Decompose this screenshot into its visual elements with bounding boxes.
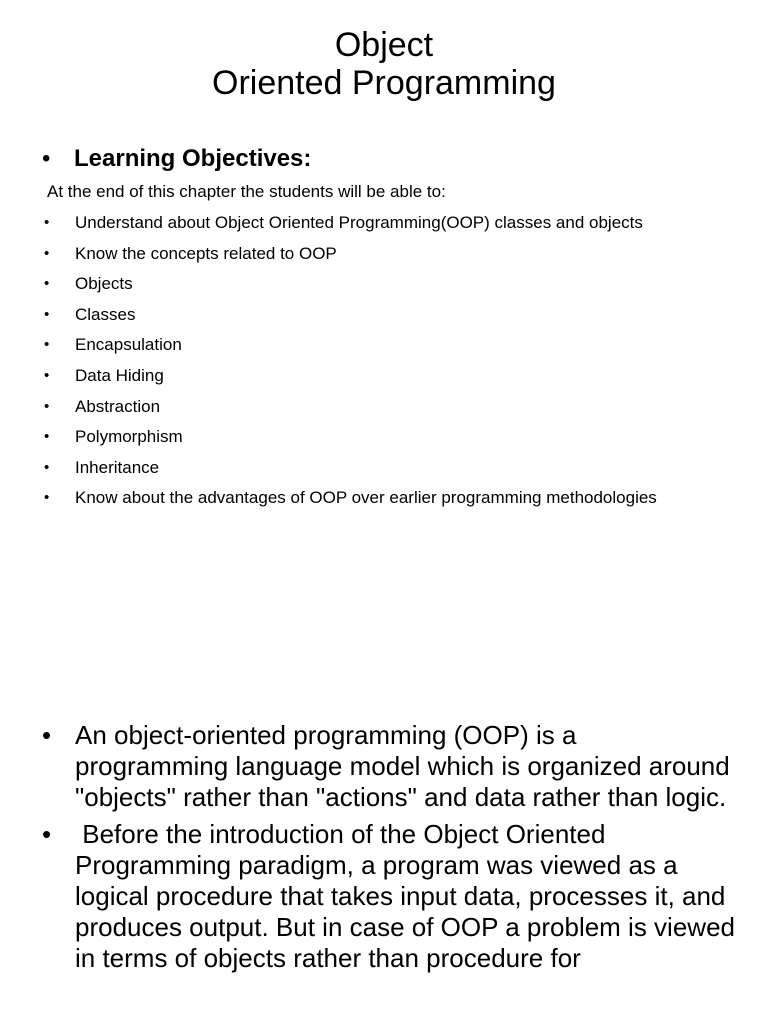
paragraph-text: An object-oriented programming (OOP) is a programming language model which is organized around "objects" rather than "actions" and data rather than logic. <box>75 720 730 812</box>
slide-title <box>0 26 768 102</box>
oop-description-paragraph <box>0 819 743 974</box>
objectives-intro-text: At the end of this chapter the students will be able to: <box>47 182 446 201</box>
bullet-icon: • <box>44 305 50 323</box>
bullet-icon: • <box>44 244 50 262</box>
bullet-icon: • <box>42 720 52 750</box>
bullet-icon: • <box>44 336 50 354</box>
bullet-icon: • <box>44 489 50 507</box>
objective-text: Know about the advantages of OOP over earlier programming methodologies <box>75 488 657 508</box>
objective-text: Inheritance <box>75 457 160 477</box>
paragraph-text: Before the introduction of the Object Oriented Programming paradigm, a program was viewed as a logical procedure that takes input data, processes it, and produces output. But in case of OOP a problem is viewed in terms of objects rather than procedure for <box>75 819 743 973</box>
bullet-icon: • <box>42 819 52 849</box>
bullet-icon: • <box>44 275 50 293</box>
bullet-icon: • <box>44 214 50 231</box>
bullet-icon: • <box>44 366 50 384</box>
bullet-icon: • <box>42 145 51 172</box>
bullet-icon: • <box>44 397 50 415</box>
objective-text: Classes <box>75 304 136 324</box>
objective-text: Abstraction <box>75 396 161 416</box>
oop-description-paragraph <box>0 720 735 813</box>
learning-objectives-label: Learning Objectives: <box>74 145 312 172</box>
objective-text: Encapsulation <box>75 335 182 355</box>
objective-text: Know the concepts related to OOP <box>75 243 337 263</box>
slide-title-line-1: Object <box>334 26 434 64</box>
objective-text: Understand about Object Oriented Programming(OOP) classes and objects <box>75 213 643 232</box>
objective-text: Objects <box>75 274 133 294</box>
oop-description-list <box>0 720 743 980</box>
objective-text: Data Hiding <box>75 365 164 385</box>
bullet-icon: • <box>44 458 50 476</box>
learning-objectives-heading <box>42 144 311 174</box>
slide-title-line-2: Oriented Programming <box>212 64 556 102</box>
objective-text: Polymorphism <box>75 427 183 447</box>
bullet-icon: • <box>44 428 50 446</box>
